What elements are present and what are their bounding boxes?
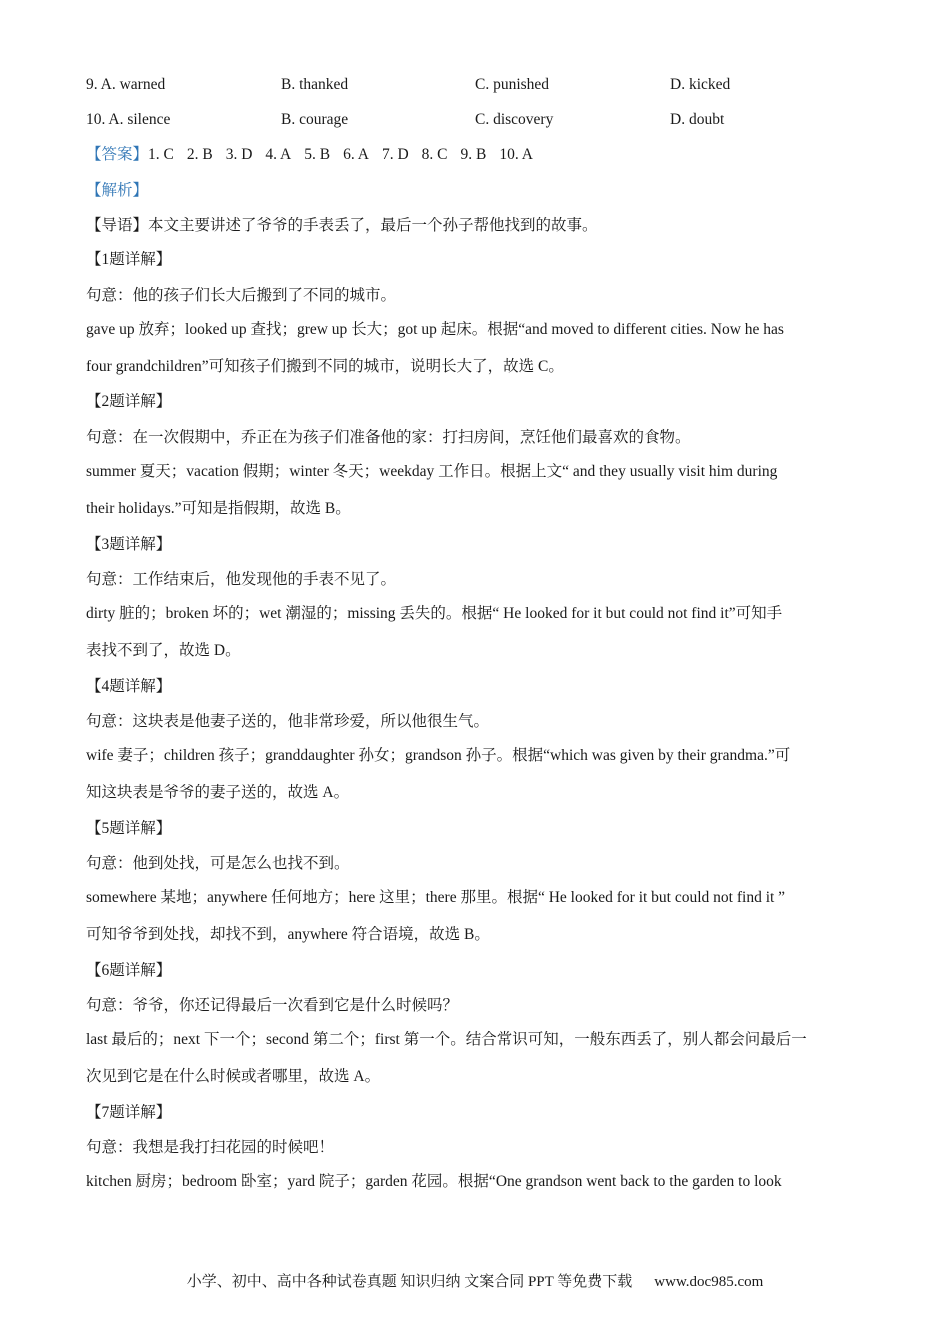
section-line: 知这块表是爷爷的妻子送的，故选 A。: [86, 784, 350, 801]
section-line: 句意：他的孩子们长大后搬到了不同的城市。: [86, 287, 397, 304]
answer-item: 2. B: [186, 146, 213, 163]
footer-text: 小学、初中、高中各种试卷真题 知识归纳 文案合同 PPT 等免费下载: [186, 1274, 633, 1290]
section-line: kitchen 厨房；bedroom 卧室；yard 院子；garden 花园。根据“One grandson went back to the garden to look: [86, 1173, 782, 1190]
section-line: 句意：工作结束后，他发现他的手表不见了。: [86, 571, 397, 588]
section-title: 【4题详解】: [86, 678, 172, 695]
option-a: 9. A. warned: [86, 76, 166, 93]
answer-item: 4. A: [265, 146, 292, 163]
section-line: gave up 放弃；looked up 查找；grew up 长大；got up 起床。根据“and moved to different cities. Now he has: [86, 321, 784, 338]
section-line: 句意：他到处找，可是怎么也找不到。: [86, 855, 350, 872]
option-d: D. doubt: [670, 111, 725, 128]
option-row-10: [86, 111, 886, 131]
option-c: C. punished: [475, 76, 550, 93]
page-footer: [0, 1270, 950, 1291]
section-line: 句意：爷爷，你还记得最后一次看到它是什么时候吗？: [86, 997, 459, 1014]
answer-label: 【答案】: [86, 146, 149, 163]
footer-url-link[interactable]: www.doc985.com: [654, 1274, 764, 1290]
analysis-label: 【解析】: [86, 182, 149, 199]
answer-item: 8. C: [421, 146, 448, 163]
answer-item: 6. A: [343, 146, 369, 163]
option-d: D. kicked: [670, 76, 731, 93]
section-line: four grandchildren”可知孩子们搬到不同的城市，说明长大了，故选 C。: [86, 358, 564, 375]
option-row-9: [86, 76, 886, 96]
section-line: their holidays.”可知是指假期，故选 B。: [86, 500, 351, 517]
option-b: B. thanked: [281, 76, 349, 93]
answer-item: 9. B: [460, 146, 487, 163]
option-b: B. courage: [281, 111, 349, 128]
section-title: 【3题详解】: [86, 536, 172, 553]
section-line: 表找不到了，故选 D。: [86, 642, 241, 659]
section-line: dirty 脏的；broken 坏的；wet 潮湿的；missing 丢失的。根据“ He looked for it but could not find it”可知手: [86, 605, 783, 622]
option-c: C. discovery: [475, 111, 554, 128]
section-line: 句意：这块表是他妻子送的，他非常珍爱，所以他很生气。: [86, 713, 490, 730]
section-title: 【5题详解】: [86, 820, 172, 837]
section-line: somewhere 某地；anywhere 任何地方；here 这里；there 那里。根据“ He looked for it but could not find it ”: [86, 889, 786, 906]
section-line: wife 妻子；children 孩子；granddaughter 孙女；grandson 孙子。根据“which was given by their grandma.”可: [86, 747, 791, 764]
section-line: 可知爷爷到处找，却找不到，anywhere 符合语境，故选 B。: [86, 926, 490, 943]
section-title: 【1题详解】: [86, 251, 172, 268]
answer-line: [86, 145, 864, 165]
section-title: 【2题详解】: [86, 393, 172, 410]
section-line: last 最后的；next 下一个；second 第二个；first 第一个。结合常识可知，一般东西丢了，别人都会问最后一: [86, 1031, 807, 1048]
section-line: summer 夏天；vacation 假期；winter 冬天；weekday 工作日。根据上文“ and they usually visit him during: [86, 463, 778, 480]
answer-item: 7. D: [381, 146, 409, 163]
section-line: 次见到它是在什么时候或者哪里，故选 A。: [86, 1068, 381, 1085]
answer-item: 10. A: [499, 146, 533, 163]
intro-text: 【导语】本文主要讲述了爷爷的手表丢了，最后一个孙子帮他找到的故事。: [86, 217, 598, 234]
answer-item: 3. D: [225, 146, 253, 163]
section-title: 【7题详解】: [86, 1104, 172, 1121]
answer-item: 1. C: [148, 146, 174, 163]
section-title: 【6题详解】: [86, 962, 172, 979]
section-line: 句意：我想是我打扫花园的时候吧！: [86, 1139, 335, 1156]
section-line: 句意：在一次假期中，乔正在为孩子们准备他的家：打扫房间，烹饪他们最喜欢的食物。: [86, 429, 691, 446]
answer-item: 5. B: [304, 146, 331, 163]
option-a: 10. A. silence: [86, 111, 171, 128]
